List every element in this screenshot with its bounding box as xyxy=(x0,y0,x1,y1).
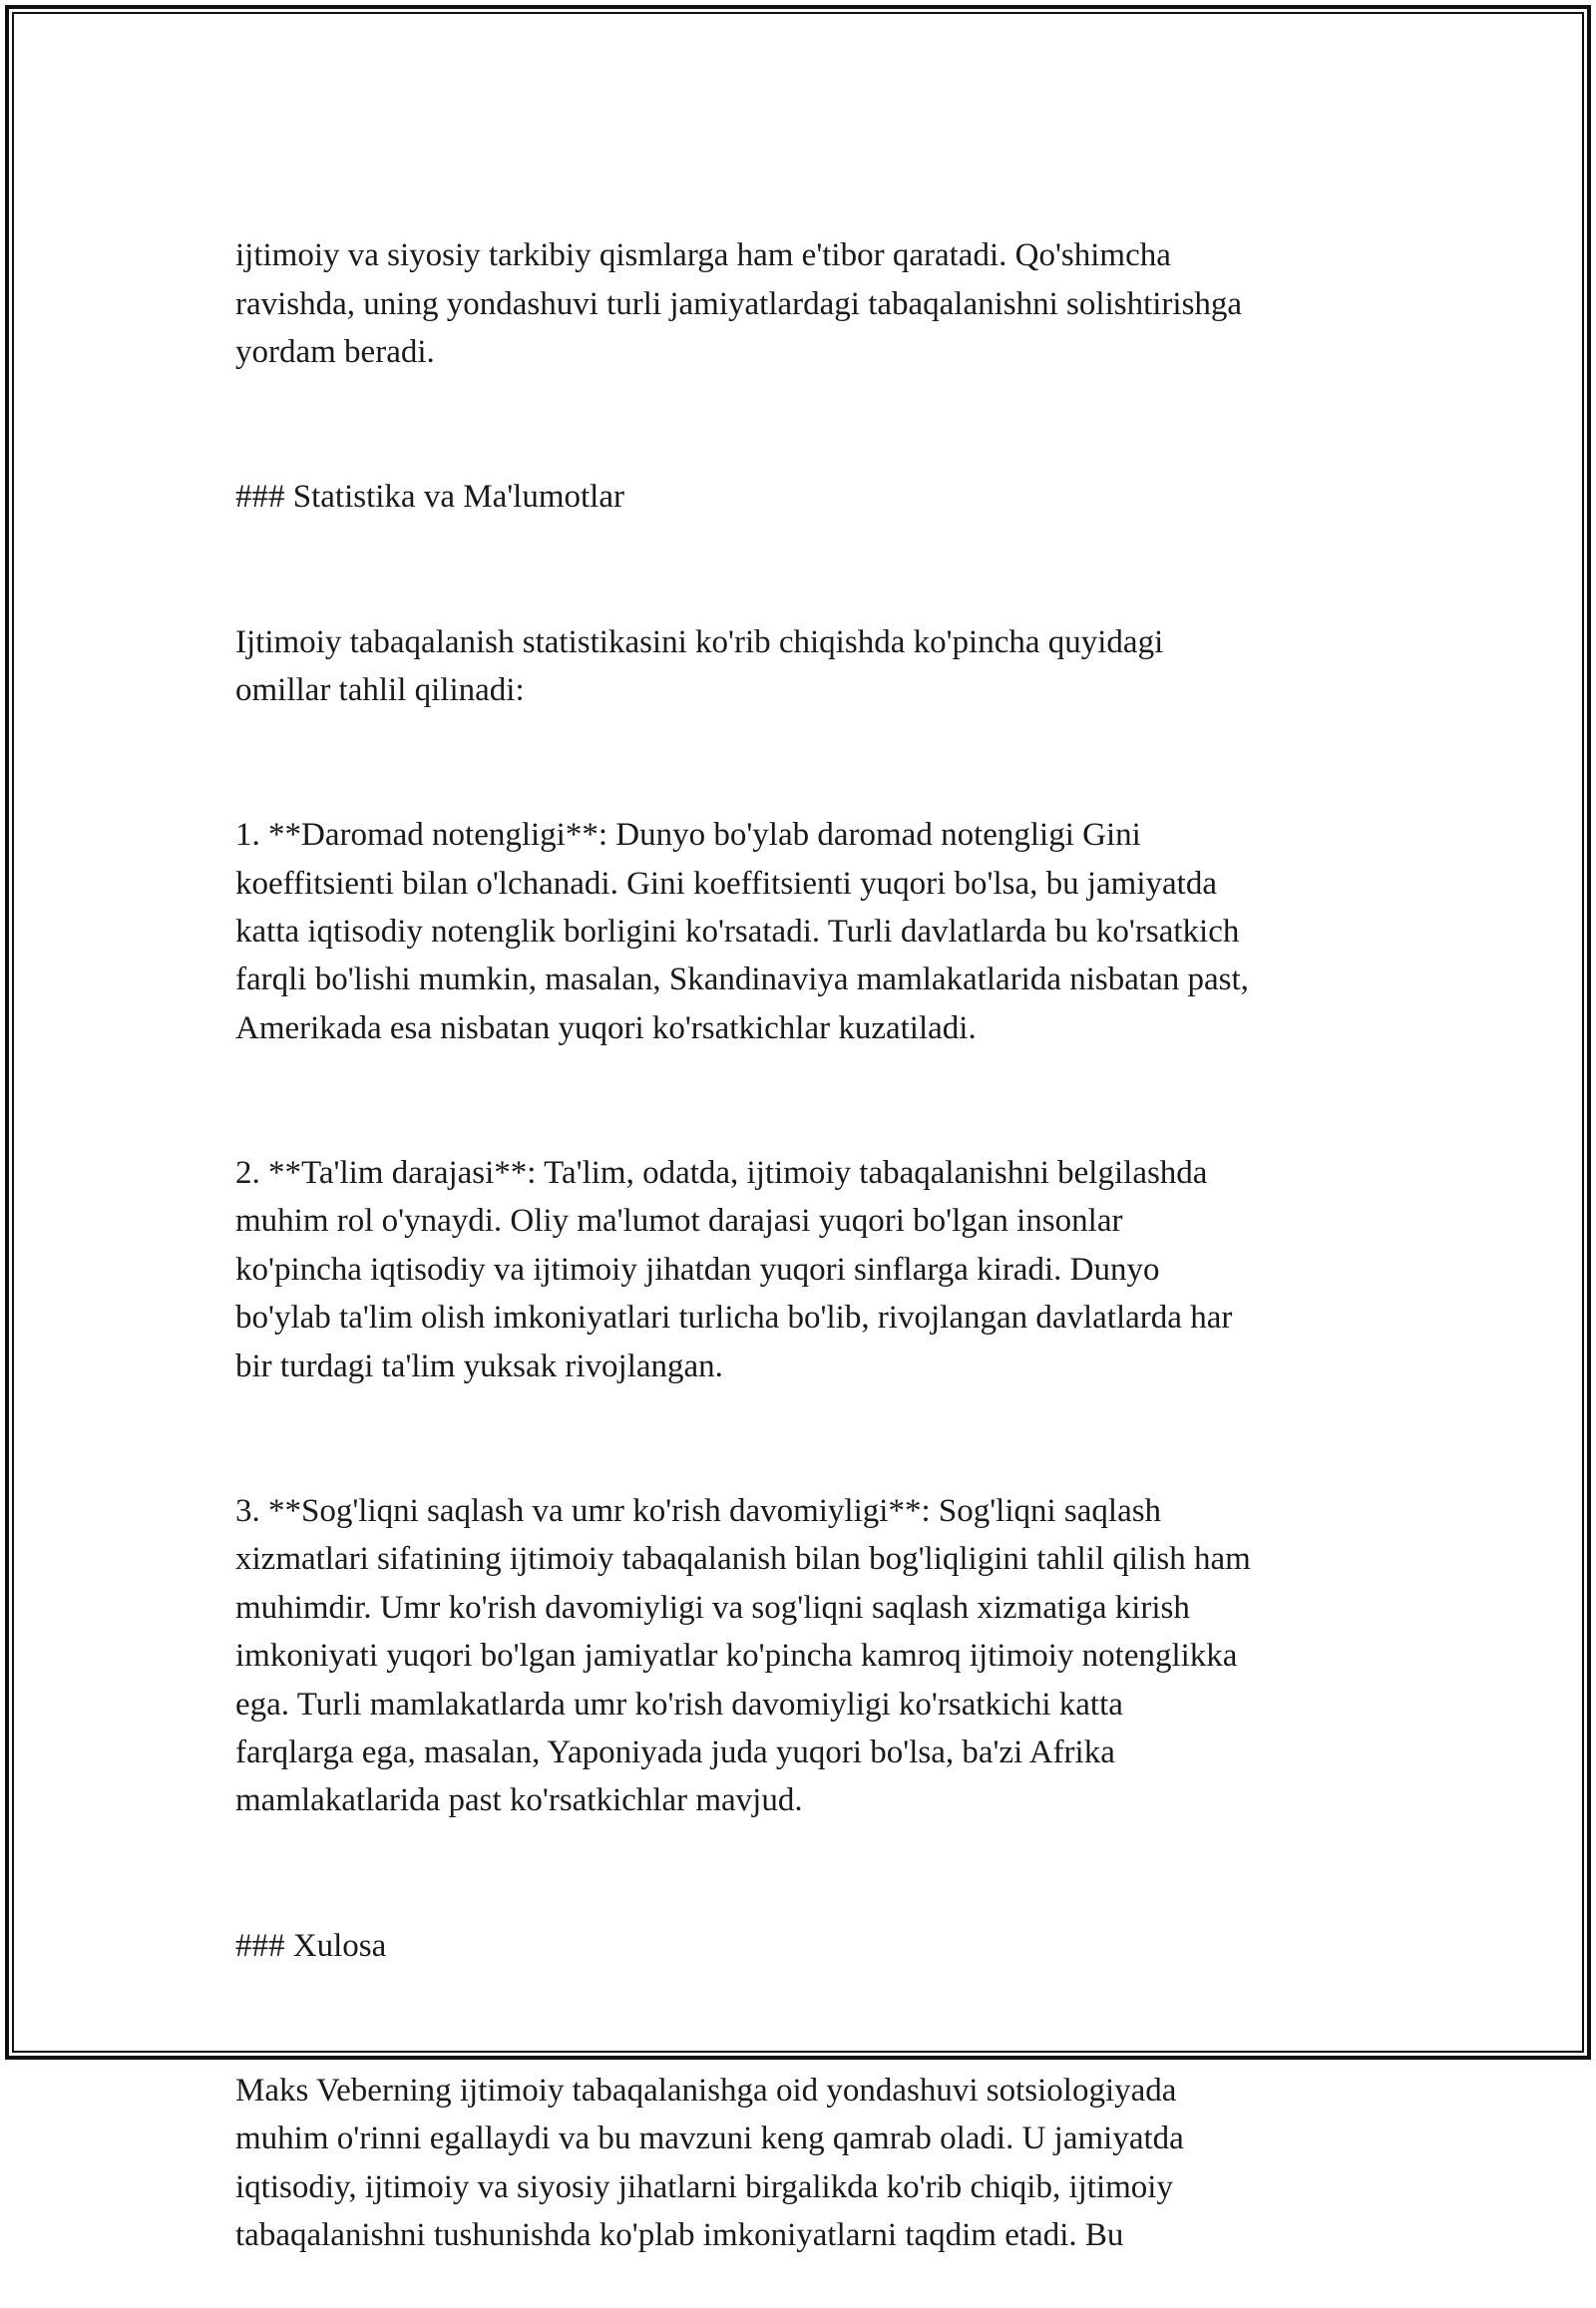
paragraph-statistika-intro: Ijtimoiy tabaqalanish statistikasini ko'rib chiqishda ko'pincha quyidagi omillar tahlil qilinadi: xyxy=(235,623,1164,709)
document-body xyxy=(235,184,1383,2308)
paragraph-intro-continuation: ijtimoiy va siyosiy tarkibiy qismlarga ham e'tibor qaratadi. Qo'shimcha ravishda, uning yondashuvi turli jamiyatlardagi tabaqalanishni solishtirishga yordam beradi. xyxy=(235,237,1243,371)
paragraph-xulosa: Maks Veberning ijtimoiy tabaqalanishga oid yondashuvi sotsiologiyada muhim o'rinni egallaydi va bu mavzuni keng qamrab oladi. U jamiyatda iqtisodiy, ijtimoiy va siyosiy jihatlarni birgalikda ko'rib chiqib, ijtimoiy tabaqalanishni tushunishda ko'plab imkoniyatlarni taqdim etadi. Bu xyxy=(235,2072,1184,2253)
list-item-daromad: 1. **Daromad notengligi**: Dunyo bo'ylab daromad notengligi Gini koeffitsienti bilan o'lchanadi. Gini koeffitsienti yuqori bo'lsa, bu jamiyatda katta iqtisodiy notenglik borligini ko'rsatadi. Turli davlatlarda bu ko'rsatkich farqli bo'lishi mumkin, masalan, Skandinaviya mamlakatlarida nisbatan past, Amerikada esa nisbatan yuqori ko'rsatkichlar kuzatiladi. xyxy=(235,817,1249,1046)
heading-xulosa: ### Xulosa xyxy=(235,1927,387,1964)
heading-statistika: ### Statistika va Ma'lumotlar xyxy=(235,479,624,516)
list-item-talim: 2. **Ta'lim darajasi**: Ta'lim, odatda, ijtimoiy tabaqalanishni belgilashda muhim rol o'ynaydi. Oliy ma'lumot darajasi yuqori bo'lgan insonlar ko'pincha iqtisodiy va ijtimoiy jihatdan yuqori sinflarga kiradi. Dunyo bo'ylab ta'lim olish imkoniyatlari turlicha bo'lib, rivojlangan davlatlarda har bir turdagi ta'lim yuksak rivojlangan. xyxy=(235,1155,1233,1384)
list-item-sogliq: 3. **Sog'liqni saqlash va umr ko'rish davomiyligi**: Sog'liqni saqlash xizmatlari sifatining ijtimoiy tabaqalanish bilan bog'liqligini tahlil qilish ham muhimdir. Umr ko'rish davomiyligi va sog'liqni saqlash xizmatiga kirish imkoniyati yuqori bo'lgan jamiyatlar ko'pincha kamroq ijtimoiy notenglikka ega. Turli mamlakatlarda umr ko'rish davomiyligi ko'rsatkichi katta farqlarga ega, masalan, Yaponiyada juda yuqori bo'lsa, ba'zi Afrika mamlakatlarida past ko'rsatkichlar mavjud. xyxy=(235,1492,1251,1819)
